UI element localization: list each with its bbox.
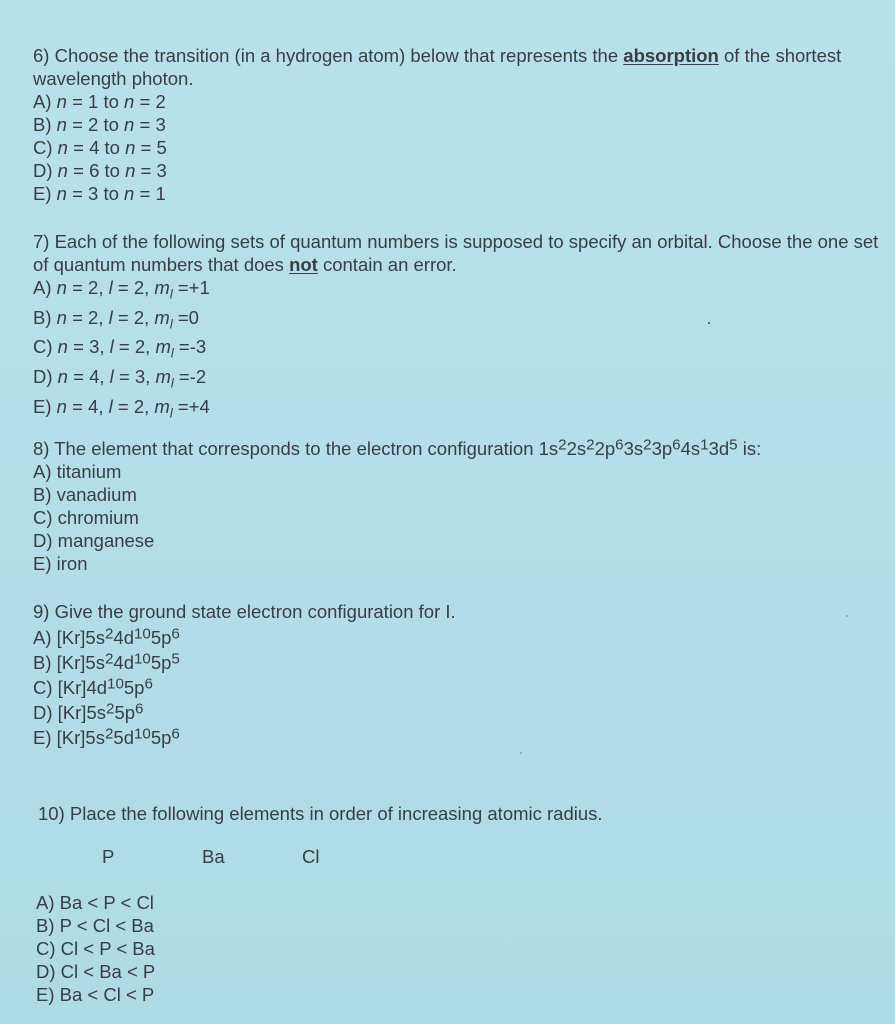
answer-choice: A) Ba < P < Cl	[36, 892, 154, 913]
equals: =	[66, 277, 89, 298]
noble-gas-core: [Kr]	[57, 702, 87, 723]
variable-ml: $m_l$	[155, 366, 174, 391]
orbital: 5s	[85, 627, 105, 648]
orbital: 5p	[150, 727, 172, 748]
value: 4	[89, 366, 100, 388]
variable-n: n	[125, 137, 136, 158]
equals: =	[67, 336, 90, 358]
equals: =	[67, 137, 90, 158]
value: 1	[155, 183, 166, 204]
variable-n: n	[56, 183, 67, 204]
answer-choice	[33, 335, 888, 365]
equals: =	[134, 91, 156, 112]
variable-n: n	[57, 336, 68, 358]
electron-count: 10	[133, 725, 151, 743]
equals: =	[134, 183, 156, 204]
element-ba: Ba	[202, 846, 225, 867]
to-word: to	[98, 114, 125, 135]
paper-speck	[708, 322, 710, 324]
orbital: 5p	[123, 677, 145, 698]
orbital: 4d	[113, 627, 134, 648]
electron-count: 2	[104, 725, 114, 743]
answer-choice	[33, 113, 888, 136]
question-6-choices	[33, 90, 888, 205]
answer-choice	[33, 675, 888, 700]
question-9	[33, 600, 888, 750]
value: 2	[88, 306, 99, 328]
variable-n: n	[56, 114, 67, 135]
variable-ml: $m_l$	[154, 395, 173, 421]
choice-letter: A)	[33, 277, 57, 298]
answer-choice: B) P < Cl < Ba	[36, 915, 154, 936]
to-word: to	[98, 91, 125, 112]
variable-l: l	[109, 336, 114, 358]
comma: ,	[144, 395, 155, 417]
electron-count: 2	[106, 700, 115, 718]
question-6	[33, 44, 888, 205]
value: 2	[155, 91, 166, 112]
variable-l: l	[108, 306, 113, 328]
electron-count: 2	[586, 436, 595, 454]
orbital: 3d	[708, 438, 730, 459]
variable-ml-subscript: l	[169, 286, 173, 302]
electron-count: 2	[104, 625, 114, 643]
orbital: 5p	[150, 652, 172, 673]
equals: =	[135, 137, 157, 158]
variable-n: n	[56, 277, 67, 298]
question-7-prompt-end: contain an error.	[317, 254, 457, 275]
equals: =	[67, 160, 90, 181]
electron-count: 10	[107, 675, 124, 693]
value: 2	[134, 336, 146, 358]
variable-ml-subscript: l	[170, 346, 174, 362]
value: 2	[88, 277, 99, 298]
question-8-configuration	[539, 438, 738, 459]
paper-speck	[846, 615, 848, 617]
orbital: 5p	[150, 627, 172, 648]
orbital: 2p	[594, 438, 616, 459]
value: +4	[188, 395, 210, 417]
choice-letter: D)	[33, 160, 58, 181]
question-6-prompt	[33, 44, 888, 90]
variable-n: n	[56, 91, 67, 112]
comma: ,	[99, 336, 110, 358]
value: 2	[88, 114, 99, 135]
question-10-prompt: 10) Place the following elements in order of increasing atomic radius.	[38, 803, 603, 824]
equals: =	[112, 277, 134, 298]
equals: =	[112, 395, 134, 417]
comma: ,	[99, 366, 110, 388]
value: 6	[89, 160, 100, 181]
answer-choice: C) Cl < P < Ba	[36, 938, 155, 959]
value: -3	[189, 336, 207, 358]
value: 3	[134, 366, 146, 388]
orbital: 5s	[85, 727, 105, 748]
orbital: 3s	[623, 438, 644, 459]
orbital: 3p	[651, 438, 673, 459]
element-p: P	[102, 846, 115, 867]
comma: ,	[98, 306, 109, 328]
answer-choice: E) iron	[33, 553, 88, 574]
equals: =	[173, 366, 190, 388]
variable-n: n	[56, 306, 67, 328]
electron-count: 2	[558, 436, 567, 454]
element-list	[38, 845, 893, 875]
comma: ,	[144, 306, 155, 328]
variable-l: l	[108, 277, 113, 298]
element-cl: Cl	[302, 846, 320, 867]
noble-gas-core: [Kr]	[57, 677, 87, 698]
question-8	[33, 437, 888, 575]
electron-count: 2	[643, 436, 652, 454]
to-word: to	[99, 160, 126, 181]
question-9-prompt: 9) Give the ground state electron configuration for I.	[33, 601, 456, 622]
variable-ml: $m_l$	[154, 306, 173, 332]
question-9-choices	[33, 623, 888, 750]
choice-letter: C)	[33, 336, 58, 358]
electron-count: 6	[672, 436, 681, 454]
variable-n: n	[124, 183, 135, 204]
variable-l: l	[109, 366, 114, 388]
electron-count: 6	[171, 725, 180, 743]
question-7-choices	[33, 276, 888, 424]
equals: =	[113, 366, 135, 388]
answer-choice	[33, 136, 888, 159]
orbital: 1s	[538, 438, 559, 459]
electron-count: 2	[104, 650, 114, 668]
choice-letter: C)	[33, 137, 58, 158]
question-7-prompt	[33, 230, 888, 276]
value: 5	[156, 137, 167, 158]
question-6-prompt-end: of the shortest wavelength photon.	[33, 45, 842, 89]
choice-letter: D)	[33, 366, 58, 388]
variable-ml-subscript: l	[169, 405, 173, 421]
paper-speck	[520, 752, 522, 754]
electron-count: 5	[729, 436, 738, 454]
answer-choice	[33, 365, 888, 395]
value: 0	[188, 306, 199, 328]
comma: ,	[145, 366, 156, 388]
variable-n: n	[57, 160, 68, 181]
value: 3	[156, 160, 167, 181]
equals: =	[66, 114, 89, 135]
equals: =	[172, 395, 189, 417]
answer-choice	[33, 159, 888, 182]
electron-count: 10	[133, 650, 151, 668]
variable-n: n	[57, 366, 68, 388]
orbital: 5d	[113, 727, 134, 748]
answer-choice	[33, 90, 888, 113]
answer-choice: E) Ba < Cl < P	[36, 984, 155, 1005]
orbital: 4s	[680, 438, 701, 459]
orbital: 5s	[85, 652, 105, 673]
answer-choice	[33, 276, 888, 306]
orbital: 5s	[86, 702, 106, 723]
choice-letter: B)	[33, 306, 57, 328]
question-8-prompt	[33, 437, 888, 460]
orbital: 5p	[114, 702, 136, 723]
answer-choice	[33, 182, 888, 205]
comma: ,	[98, 395, 109, 417]
value: 4	[88, 395, 99, 417]
electron-count: 6	[144, 675, 153, 693]
value: 2	[133, 277, 145, 298]
variable-n: n	[56, 395, 67, 417]
answer-choice: B) vanadium	[33, 484, 137, 505]
equals: =	[113, 336, 135, 358]
answer-choice: C) chromium	[33, 507, 139, 528]
comma: ,	[144, 277, 155, 298]
comma: ,	[98, 277, 109, 298]
equals: =	[112, 306, 134, 328]
equals: =	[66, 395, 89, 417]
choice-letter: E)	[33, 183, 57, 204]
equals: =	[66, 91, 89, 112]
question-8-prompt-end: is:	[737, 438, 762, 459]
choice-letter: B)	[33, 652, 57, 673]
variable-ml: $m_l$	[154, 277, 173, 302]
electron-count: 6	[171, 625, 180, 643]
value: 3	[89, 336, 100, 358]
orbital: 2s	[566, 438, 587, 459]
value: 2	[133, 395, 145, 417]
choice-letter: A)	[33, 627, 57, 648]
answer-choice	[33, 650, 888, 675]
electron-count: 1	[700, 436, 709, 454]
question-6-emphasis: absorption	[623, 45, 719, 66]
answer-choice	[33, 700, 888, 725]
equals: =	[66, 306, 89, 328]
answer-choice: D) manganese	[33, 530, 155, 551]
variable-n: n	[124, 114, 135, 135]
variable-n: n	[125, 160, 136, 181]
equals: =	[135, 160, 157, 181]
comma: ,	[145, 336, 156, 358]
question-7-prompt-start: 7) Each of the following sets of quantum numbers is supposed to specify an orbital. Choose the one set of quantum numbers that does	[33, 231, 879, 275]
choice-letter: A)	[33, 91, 57, 112]
question-8-prompt-start: 8) The element that corresponds to the electron configuration	[33, 438, 539, 459]
orbital: 4d	[113, 652, 134, 673]
to-word: to	[98, 183, 125, 204]
value: 3	[88, 183, 99, 204]
electron-count: 5	[171, 650, 180, 668]
question-10-choices	[36, 891, 893, 1006]
equals: =	[173, 336, 190, 358]
question-7-emphasis: not	[289, 254, 318, 275]
answer-choice	[33, 625, 888, 650]
choice-letter: B)	[33, 114, 57, 135]
value: 1	[88, 91, 99, 112]
question-6-prompt-start: 6) Choose the transition (in a hydrogen atom) below that represents the	[33, 45, 624, 66]
equals: =	[67, 366, 90, 388]
choice-letter: E)	[33, 727, 57, 748]
variable-n: n	[57, 137, 68, 158]
value: +1	[188, 277, 210, 298]
value: 2	[133, 306, 145, 328]
noble-gas-core: [Kr]	[56, 652, 86, 673]
equals: =	[134, 114, 156, 135]
variable-n: n	[124, 91, 135, 112]
variable-ml-subscript: l	[170, 375, 174, 391]
value: 4	[89, 137, 100, 158]
electron-count: 10	[133, 625, 151, 643]
answer-choice	[33, 306, 888, 336]
equals: =	[172, 277, 189, 298]
answer-choice	[33, 725, 888, 750]
question-7	[33, 230, 888, 424]
to-word: to	[99, 137, 126, 158]
choice-letter: D)	[33, 702, 58, 723]
value: -2	[189, 366, 207, 388]
electron-count: 6	[135, 700, 144, 718]
choice-letter: C)	[33, 677, 58, 698]
equals: =	[66, 183, 89, 204]
question-10	[38, 802, 893, 1006]
question-8-choices	[33, 460, 888, 575]
answer-choice: A) titanium	[33, 461, 122, 482]
value: 3	[155, 114, 166, 135]
variable-ml-subscript: l	[169, 316, 173, 332]
equals: =	[172, 306, 189, 328]
variable-ml: $m_l$	[155, 336, 174, 362]
noble-gas-core: [Kr]	[56, 627, 86, 648]
noble-gas-core: [Kr]	[56, 727, 86, 748]
orbital: 4d	[86, 677, 108, 698]
choice-letter: E)	[33, 395, 57, 417]
variable-l: l	[108, 395, 113, 417]
answer-choice: D) Cl < Ba < P	[36, 961, 156, 982]
electron-count: 6	[615, 436, 624, 454]
answer-choice	[33, 395, 888, 425]
